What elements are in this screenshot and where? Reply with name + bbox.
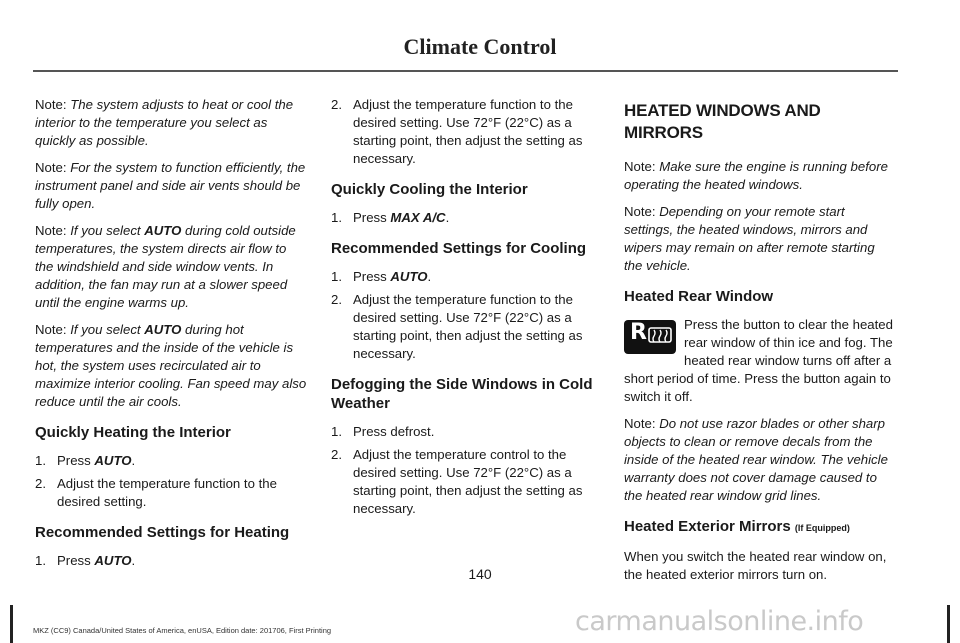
header-divider (33, 70, 898, 72)
heading-quick-heat: Quickly Heating the Interior (35, 424, 231, 441)
column-middle (331, 96, 601, 527)
rear-window-text: Press the button to clear the heated rear window of thin ice and fog. The heated rear window turns off after a short period of time. Press the button again to switch it off. (624, 317, 893, 404)
page-number: 140 (468, 566, 492, 582)
page-title: Climate Control (403, 34, 557, 59)
rec-heat-continued (331, 96, 601, 168)
list-item: 2. Adjust the temperature function to the desired setting. (35, 476, 277, 509)
corner-mark-right (947, 605, 950, 643)
cool-steps (331, 209, 601, 227)
heading-mirrors: Heated Exterior Mirrors (If Equipped) (624, 518, 850, 535)
watermark: carmanualsonline.info (575, 606, 864, 637)
mirrors-text: When you switch the heated rear window on, the heated exterior mirrors turn on. (624, 549, 887, 582)
heat-waves-icon (648, 326, 672, 348)
heading-quick-cool: Quickly Cooling the Interior (331, 181, 528, 198)
list-item: 1. Press AUTO. (35, 453, 136, 468)
note-auto-hot: Note: If you select AUTO during hot temperatures and the inside of the vehicle is hot, the system uses recirculated air to maximize interior cooling. Fan speed may also reduce until the air cools. (35, 322, 307, 409)
heading-rec-cool: Recommended Settings for Cooling (331, 240, 587, 257)
edition-note: MKZ (CC9) Canada/United States of America, enUSA, Edition date: 201706, First Printing (33, 626, 332, 635)
heading-rec-heat: Recommended Settings for Heating (35, 524, 290, 541)
note-efficiency: Note: For the system to function efficiently, the instrument panel and side air vents should be fully open. (35, 160, 306, 211)
list-item: 2. Adjust the temperature control to the desired setting. Use 72°F (22°C) as a starting point, then adjust the setting as necessary. (331, 447, 583, 516)
list-item: 2. Adjust the temperature function to the desired setting. Use 72°F (22°C) as a starting point, then adjust the setting as necessary. (331, 97, 583, 166)
note-adjust: Note: The system adjusts to heat or cool the interior to the temperature you select as quickly as possible. (35, 97, 294, 148)
heading-rear-window: Heated Rear Window (624, 288, 774, 305)
heading-heated-windows: HEATED WINDOWS AND MIRRORS (624, 101, 821, 142)
note-auto-cold: Note: If you select AUTO during cold outside temperatures, the system directs air flow to the windshield and side window vents. In addition, the fan may run at a slower speed until the engine warms up. (35, 223, 296, 310)
corner-mark-left (10, 605, 13, 643)
rec-cool-steps (331, 268, 601, 363)
note-remote-start: Note: Depending on your remote start settings, the heated windows, mirrors and wipers may remain on after remote starting the vehicle. (624, 204, 875, 273)
note-razor: Note: Do not use razor blades or other sharp objects to clean or remove decals from the inside of the heated rear window. The vehicle warranty does not cover damage caused to the heated rear window grid lines. (624, 416, 888, 503)
list-item: 1. Press AUTO. (331, 269, 432, 284)
note-engine: Note: Make sure the engine is running before operating the heated windows. (624, 159, 888, 192)
column-left (35, 96, 307, 579)
list-item: 2. Adjust the temperature function to the desired setting. Use 72°F (22°C) as a starting point, then adjust the setting as necessary. (331, 292, 583, 361)
rear-defrost-icon: R (624, 320, 676, 354)
list-item: 1. Press MAX A/C. (331, 210, 450, 225)
heat-steps (35, 452, 307, 511)
column-right (624, 96, 896, 593)
rear-window-block (624, 316, 896, 406)
defog-steps (331, 423, 601, 518)
list-item: 1. Press defrost. (331, 424, 435, 439)
heading-defog: Defogging the Side Windows in Cold Weather (331, 376, 593, 412)
list-item: 1. Press AUTO. (35, 553, 136, 568)
